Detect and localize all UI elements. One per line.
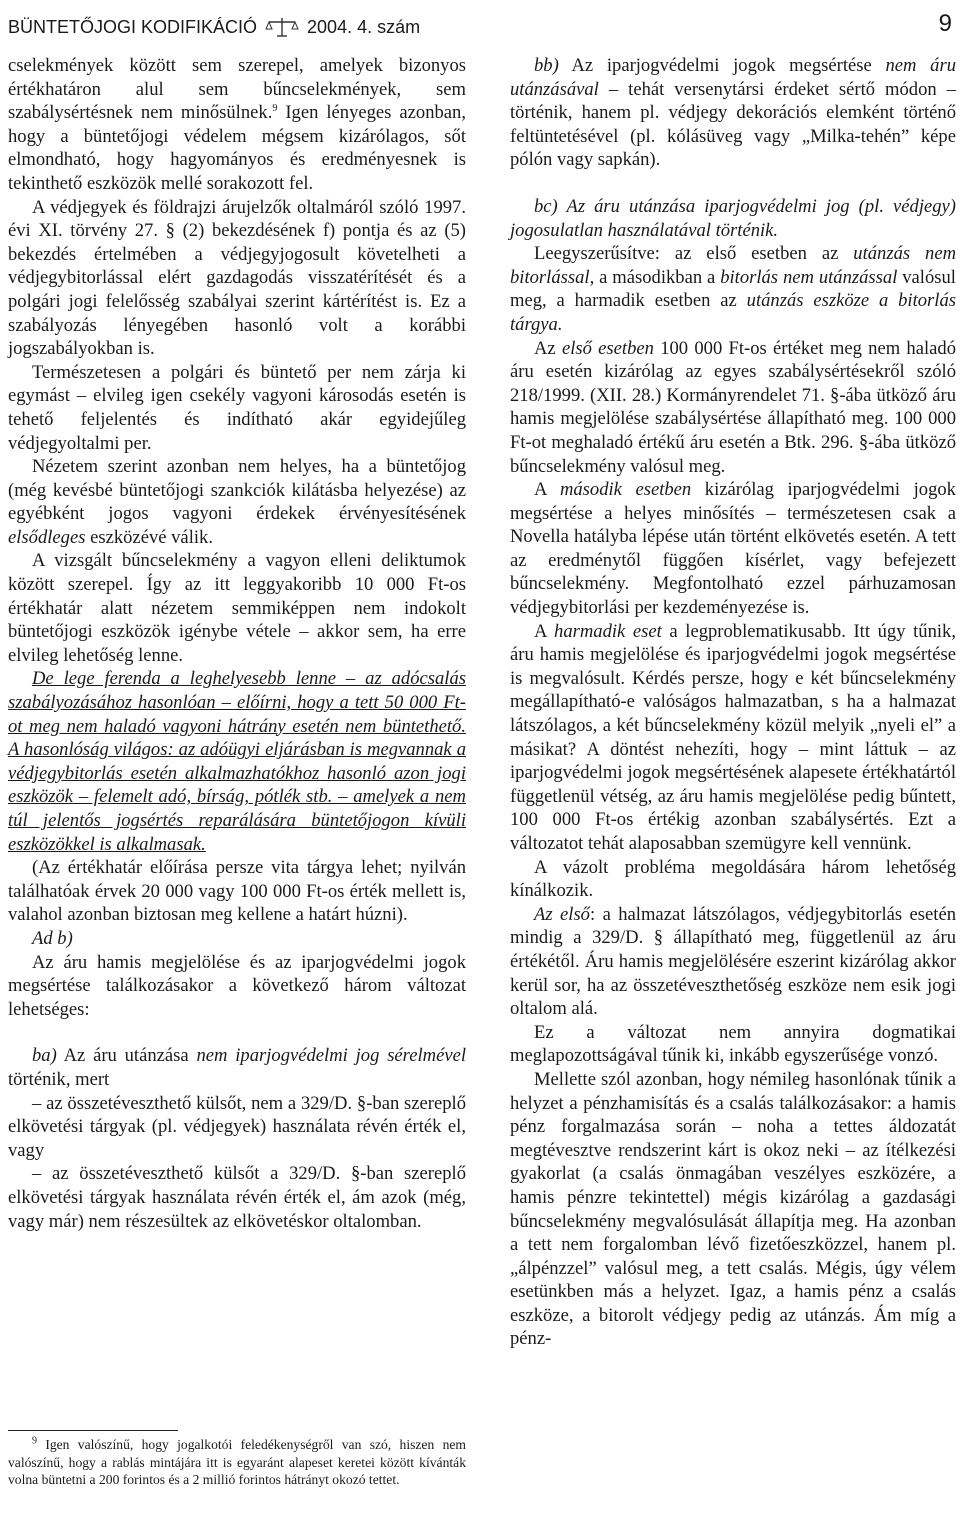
paragraph-bc: bc) Az áru utánzása iparjogvédelmi jog (pl. védjegy) jogosulatlan használatával történik. xyxy=(510,195,956,241)
paragraph: Az első: a halmazat látszólagos, védjegybitorlás esetén mindig a 329/D. § állapítható meg, függetlenül az áru értékétől. Áru hamis megjelölésére eszerint kizárólag akkor kerül sor, ha az összetéveszthetőség eszköze nem esik jogi oltalom alá. xyxy=(510,903,956,1020)
list-item: – az összetéveszthető külsőt a 329/D. §-ban szereplő elkövetési tárgyak használata révén érték el, ám azok (még, vagy már) nem részesültek az elkövetéskor oltalomban. xyxy=(8,1163,466,1232)
paragraph: A harmadik eset a legproblematikusabb. Itt úgy tűnik, áru hamis megjelölése és iparjogvédelmi jogok megsértése is megvalósult. Kérdés persze, hogy e két bűncselekmény megállapítható-e valóságos halmazatban, s ha a halmazat látszólagos, a két bűncselekmény közül melyik „nyeli el” a másikat? A döntést nehezíti, hogy – mint láttuk – az iparjogvédelmi jogok megsértésének alapesete értékhatártól függetlenül vétség, az áru hamis megjelölése pedig bűntett, 100 000 Ft-os értékig azonban szabálysértés. Ezt a változatot tehát alaposabban szemügyre kell vennünk. xyxy=(510,620,956,854)
footnote-separator xyxy=(8,1430,178,1431)
paragraph-bb: bb) Az iparjogvédelmi jogok megsértése nem áru utánzásával – tehát versenytársi érdeket sértő módon – történik, hanem pl. védjegy dekorációs elemként történő feltüntetésével (pl. kólásüveg vagy „Milka-tehén” képe pólón vagy sapkán). xyxy=(510,55,956,171)
paragraph: A védjegyek és földrajzi árujelzők oltalmáról szóló 1997. évi XI. törvény 27. § (2) bekezdésének f) pontja és az (5) bekezdés értelmében a védjegyjogosult követelheti a védjegybitorlással elért gazdagodás visszatérítését és a polgári jogi felelősség szabályai szerint kártérítést is. Ez a szabályozás lényegében hasonló volt a korábbi jogszabályokban is. xyxy=(8,196,466,360)
right-column xyxy=(510,54,956,1351)
footnote: $^9$ Igen valószínű, hogy jogalkotói feledékenységről van szó, hiszen nem valószínű, hogy a rablás mintájára itt is egyaránt alapeset keretei között kívánták volna büntetni a 200 forintos és a 2 millió forintos hátrányt okozó tettet. xyxy=(8,1435,466,1488)
paragraph: Természetesen a polgári és büntető per nem zárja ki egymást – elvileg igen csekély vagyoni károsodás esetén is tehető feljelentés és indítható akár egyidejűleg védjegyoltalmi per. xyxy=(8,361,466,454)
journal-title: BÜNTETŐJOGI KODIFIKÁCIÓ xyxy=(8,16,258,37)
paragraph: cselekmények között sem szerepel, amelyek bizonyos értékhatáron alul sem bűncselekmények, sem szabálysértésnek nem minősülnek.$^9$ Igen lényeges azonban, hogy a büntetőjogi védelem mégsem kizárólagos, sőt elmondható, hogy hagyományos és eredményesnek is tekinthető eszközök mellé sorakozott fel. xyxy=(8,55,466,194)
paragraph: A vizsgált bűncselekmény a vagyon elleni deliktumok között szerepel. Így az itt leggyakoribb 10 000 Ft-os értékhatár alatt nézetem semmiképpen nem indokolt büntetőjogi eszközök igénybe vétele – akkor sem, ha erre elvileg lehetőség lenne. xyxy=(8,550,466,666)
page-number: 9 xyxy=(938,10,952,37)
left-column xyxy=(8,54,466,1233)
paragraph-ba: ba) Az áru utánzása nem iparjogvédelmi jog sérelmével történik, mert xyxy=(8,1045,467,1090)
running-header xyxy=(8,4,952,38)
paragraph: Az áru hamis megjelölése és az iparjogvédelmi jogok megsértése találkozásakor a következő három változat lehetséges: xyxy=(8,951,466,1020)
scales-of-justice-icon xyxy=(265,16,299,38)
journal-header xyxy=(8,16,420,38)
paragraph: A második esetben kizárólag iparjogvédelmi jogok megsértése a helyes minősítés – természetesen csak a Novella hatályba lépése után történt elkövetés esetén. A tett az eredménytől függően kísérlet, vagy befejezett bűncselekmény. Megfontolható ezzel párhuzamosan védjegybitorlási per kezdeményezése is. xyxy=(510,479,956,619)
paragraph: Az első esetben 100 000 Ft-os értéket meg nem haladó áru esetén kizárólag az egyes szabálysértésekről szóló 218/1999. (XII. 28.) Kormányrendelet 71. §-ába ütköző áru hamis megjelölése szabálysértése állapítható meg. 100 000 Ft-ot meghaladó értékű áru esetén a Btk. 296. §-ába ütköző bűncselekmény valósul meg. xyxy=(510,337,956,477)
paragraph-de-lege-ferenda: De lege ferenda a leghelyesebb lenne – az adócsalás szabályozásához hasonlóan – előírni, hogy a tett 50 000 Ft-ot meg nem haladó vagyoni hátrány esetén nem büntethető. A hasonlóság világos: az adóügyi eljárásban is megvannak a védjegybitorlás esetén alkalmazhatókhoz hasonló azon jogi eszközök – felemelt adó, bírság, pótlék stb. – amelyek a nem túl jelentős jogsértés reparálására büntetőjogon kívüli eszközökkel is alkalmasak. xyxy=(8,668,466,855)
paragraph: Nézetem szerint azonban nem helyes, ha a büntetőjog (még kevésbé büntetőjogi szankciók kilátásba helyezése) az egyébként jogos vagyoni érdekek érvényesítésének elsődleges eszközévé válik. xyxy=(8,456,466,548)
paragraph: Leegyszerűsítve: az első esetben az utánzás nem bitorlással, a másodikban a bitorlás nem utánzással valósul meg, a harmadik esetben az utánzás eszköze a bitorlás tárgya. xyxy=(510,243,957,335)
footnote-ref[interactable]: 9 xyxy=(272,103,278,114)
paragraph: Mellette szól azonban, hogy némileg hasonlónak tűnik a helyzet a pénzhamisítás és a csalás találkozásakor: a hamis pénz forgalmazása során – noha a tettes áldozatát megtévesztve rendszerint kárt is okoz neki – az ítélkezési gyakorlat (a csalás önmagában veszélyes eszközére, a hamis pénzre tekintettel) mégis kizárólag a gazdasági bűncselekmény megvalósulását állapítja meg. Ha azonban a tett nem forgalomban lévő fizetőeszközzel, hanem pl. „álpénzzel” valósul meg, a tett csalás. Mégis, úgy vélem esetünkben más a helyzet. Igaz, a hamis pénz a csalás eszköze, a bitorolt védjegy pedig az utánzás. Ám míg a pénz- xyxy=(510,1068,956,1350)
list-item: – az összetéveszthető külsőt, nem a 329/D. §-ban szereplő elkövetési tárgyak (pl. védjegyek) használata révén érték el, vagy xyxy=(8,1092,466,1161)
paragraph: (Az értékhatár előírása persze vita tárgya lehet; nyilván találhatóak érvek 20 000 vagy 100 000 Ft-os érték mellett is, valahol azonban biztosan meg kellene a határt húzni). xyxy=(8,857,466,926)
paragraph: A vázolt probléma megoldására három lehetőség kínálkozik. xyxy=(510,856,956,902)
paragraph: Ez a változat nem annyira dogmatikai meglapozottságával tűnik ki, inkább egyszerűsége vonzó. xyxy=(510,1021,956,1067)
issue-label: 2004. 4. szám xyxy=(307,16,421,37)
subheading-ad-b: Ad b) xyxy=(32,927,73,949)
